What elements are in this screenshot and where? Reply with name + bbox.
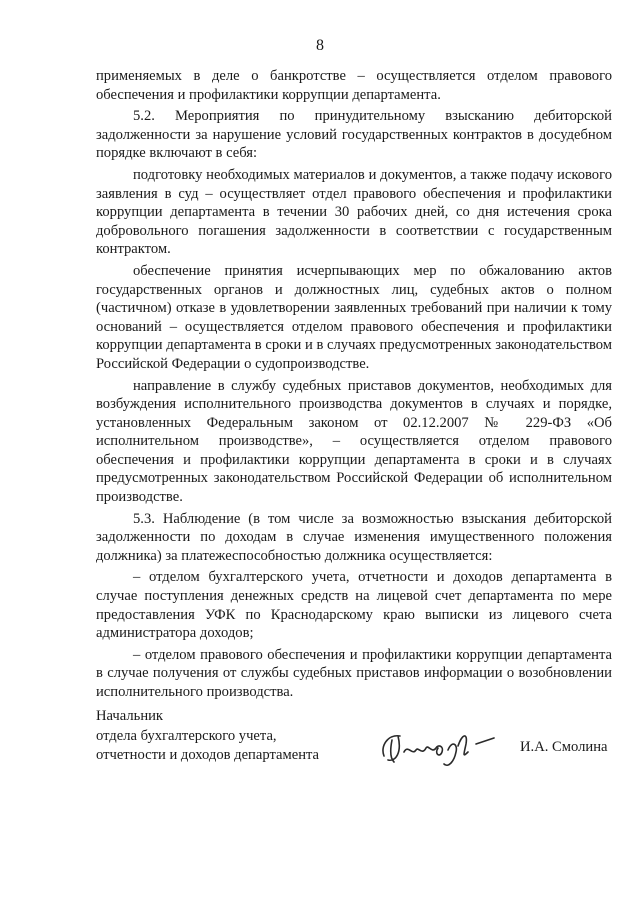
document-body — [96, 67, 612, 705]
signatory-name: И.А. Смолина — [520, 739, 608, 755]
signatory-title-line: отдела бухгалтерского учета, — [96, 727, 277, 744]
page-number: 8 — [316, 37, 324, 54]
paragraph-5-2: 5.2. Мероприятия по принудительному взысканию дебиторской задолженности за нарушение условий государственных контрактов в досудебном порядке включают в себя: — [96, 108, 612, 162]
paragraph-bailiff-referral: направление в службу судебных приставов документов, необходимых для возбуждения исполнительного производства документов в случаях и порядке, установленных Федеральным законом от 02.12.2007 № 229-ФЗ «Об исполнительном производстве», – осуществляется отделом правового обеспечения и профилактики коррупции департамента в сроки и в случаях предусмотренных законодательством Российской Федерации об исполнительном производстве. — [96, 377, 612, 506]
paragraph-appeal-measures: обеспечение принятия исчерпывающих мер по обжалованию актов государственных органов и должностных лиц, судебных актов о полном (частичном) отказе в удовлетворении заявленных требований при наличии к тому оснований – осуществляется отделом правового обеспечения и профилактики коррупции департамента в сроки и в случаях предусмотренных законодательством Российской Федерации о судопроизводстве. — [96, 262, 612, 372]
paragraph-legal-dept: – отделом правового обеспечения и профилактики коррупции департамента в случае получения от службы судебных приставов информации о возобновлении исполнительного производства. — [96, 646, 612, 700]
signatory-title-line: Начальник — [96, 708, 164, 724]
paragraph-claim-preparation: подготовку необходимых материалов и документов, а также подачу искового заявления в суд – осуществляет отдел правового обеспечения и профилактики коррупции департамента в течении 30 рабочих дней, со дня истечения срока добровольного погашения задолженности в соответствии с государственным контрактом. — [96, 166, 612, 258]
signatory-title-line: отчетности и доходов департамента — [96, 747, 320, 763]
paragraph-accounting-dept: – отделом бухгалтерского учета, отчетности и доходов департамента в случае поступления денежных средств на лицевой счет департамента по мере предоставления УФК по Краснодарскому краю выписки из лицевого счета администратора доходов; — [96, 569, 612, 642]
handwritten-signature-icon — [378, 722, 498, 772]
paragraph-5-3: 5.3. Наблюдение (в том числе за возможностью взыскания дебиторской задолженности по доходам в случае изменения имущественного положения должника) за платежеспособностью должника осуществляется: — [96, 510, 612, 564]
paragraph-continuation: применяемых в деле о банкротстве – осуществляется отделом правового обеспечения и профилактики коррупции департамента. — [96, 68, 612, 103]
signatory-title — [96, 707, 319, 766]
